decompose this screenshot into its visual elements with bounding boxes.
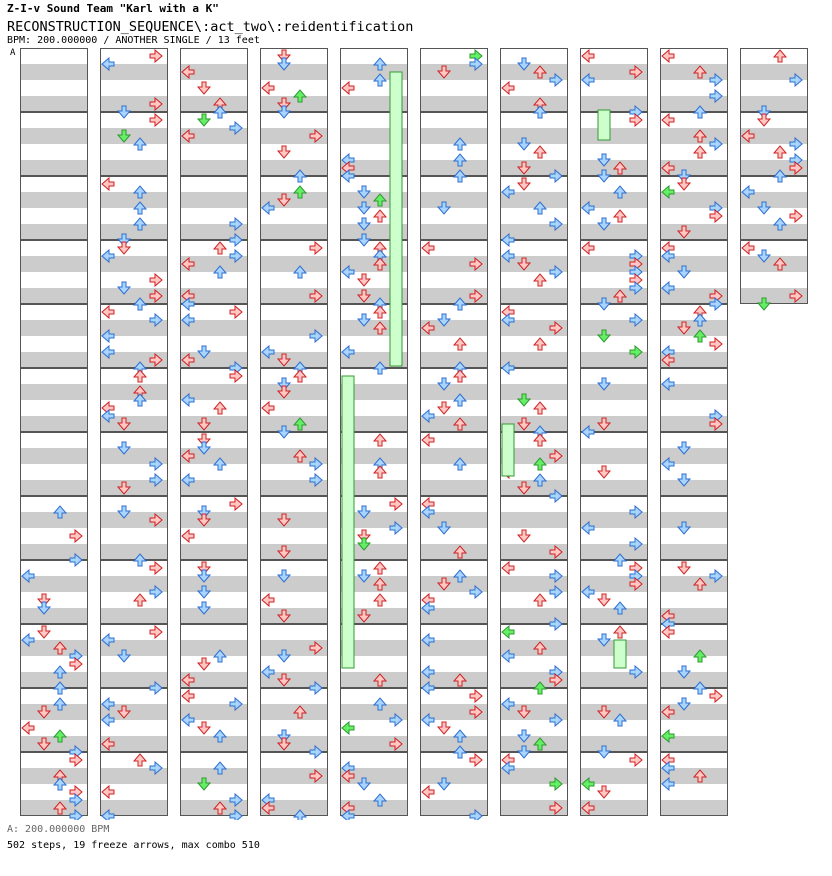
beat-stripe [100, 544, 168, 560]
beat-stripe [20, 256, 88, 272]
beat-stripe [420, 384, 488, 400]
beat-stripe [740, 256, 808, 272]
beat-stripe [180, 608, 248, 624]
beat-stripe [180, 416, 248, 432]
beat-stripe [420, 192, 488, 208]
beat-stripe [660, 640, 728, 656]
beat-stripe [740, 96, 808, 112]
beat-stripe [660, 480, 728, 496]
beat-stripe [180, 736, 248, 752]
song-name: RECONSTRUCTION_SEQUENCE\:act_two\:reidentification [7, 19, 414, 35]
bpm-summary: A: 200.000000 BPM [7, 824, 110, 835]
beat-stripe [420, 544, 488, 560]
beat-stripe [260, 512, 328, 528]
beat-stripe [420, 128, 488, 144]
beat-stripe [20, 448, 88, 464]
beat-stripe [20, 480, 88, 496]
beat-stripe [180, 192, 248, 208]
beat-stripe [500, 512, 568, 528]
beat-stripe [100, 128, 168, 144]
beat-stripe [20, 224, 88, 240]
freeze-arrow [502, 424, 514, 476]
beat-stripe [500, 288, 568, 304]
beat-stripe [20, 320, 88, 336]
beat-stripe [260, 160, 328, 176]
beat-stripe [100, 384, 168, 400]
beat-stripe [660, 544, 728, 560]
beat-stripe [420, 224, 488, 240]
beat-stripe [580, 384, 648, 400]
beat-stripe [260, 416, 328, 432]
freeze-arrow [614, 640, 626, 668]
beat-stripe [20, 704, 88, 720]
beat-stripe [260, 544, 328, 560]
section-marker: A [10, 48, 16, 58]
beat-stripe [580, 128, 648, 144]
beat-stripe [20, 288, 88, 304]
beat-stripe [420, 736, 488, 752]
beat-stripe [100, 608, 168, 624]
chart-column [660, 48, 728, 816]
beat-stripe [420, 480, 488, 496]
beat-stripe [180, 96, 248, 112]
beat-stripe [420, 96, 488, 112]
beat-stripe [20, 384, 88, 400]
freeze-arrow [390, 72, 402, 366]
beat-stripe [580, 448, 648, 464]
beat-stripe [260, 576, 328, 592]
beat-stripe [500, 736, 568, 752]
beat-stripe [20, 768, 88, 784]
beat-stripe [580, 736, 648, 752]
beat-stripe [260, 704, 328, 720]
freeze-arrow [598, 110, 610, 140]
beat-stripe [260, 384, 328, 400]
beat-stripe [180, 768, 248, 784]
beat-stripe [580, 160, 648, 176]
beat-stripe [100, 160, 168, 176]
beat-stripe [500, 128, 568, 144]
beat-stripe [500, 384, 568, 400]
beat-stripe [20, 672, 88, 688]
beat-stripe [660, 672, 728, 688]
beat-stripe [180, 640, 248, 656]
beat-stripe [740, 224, 808, 240]
chart-info: BPM: 200.000000 / ANOTHER SINGLE / 13 feet [7, 35, 260, 46]
chart-column [20, 48, 88, 816]
beat-stripe [180, 544, 248, 560]
beat-stripe [100, 192, 168, 208]
beat-stripe [580, 224, 648, 240]
chart-column [740, 48, 808, 304]
beat-stripe [20, 128, 88, 144]
freeze-arrow [342, 376, 354, 668]
beat-stripe [260, 256, 328, 272]
step-stats: 502 steps, 19 freeze arrows, max combo 510 [7, 840, 260, 851]
beat-stripe [660, 512, 728, 528]
beat-stripe [660, 224, 728, 240]
chart-column [420, 48, 488, 816]
beat-stripe [20, 416, 88, 432]
beat-stripe [20, 608, 88, 624]
beat-stripe [420, 352, 488, 368]
chart-column [100, 48, 168, 816]
beat-stripe [420, 448, 488, 464]
beat-stripe [260, 96, 328, 112]
beat-stripe [20, 352, 88, 368]
beat-stripe [180, 512, 248, 528]
beat-stripe [20, 512, 88, 528]
beat-stripe [580, 704, 648, 720]
beat-stripe [660, 800, 728, 816]
beat-stripe [260, 608, 328, 624]
beat-stripe [260, 224, 328, 240]
beat-stripe [340, 672, 408, 688]
beat-stripe [20, 64, 88, 80]
beat-stripe [660, 320, 728, 336]
beat-stripe [100, 224, 168, 240]
beat-stripe [500, 96, 568, 112]
song-title: Z-I-v Sound Team "Karl with a K" [7, 2, 219, 15]
beat-stripe [580, 608, 648, 624]
beat-stripe [20, 160, 88, 176]
beat-stripe [580, 480, 648, 496]
beat-stripe [20, 192, 88, 208]
beat-stripe [20, 96, 88, 112]
beat-stripe [420, 160, 488, 176]
chart-column [260, 48, 328, 816]
beat-stripe [420, 768, 488, 784]
beat-stripe [180, 160, 248, 176]
beat-stripe [260, 64, 328, 80]
beat-stripe [180, 576, 248, 592]
